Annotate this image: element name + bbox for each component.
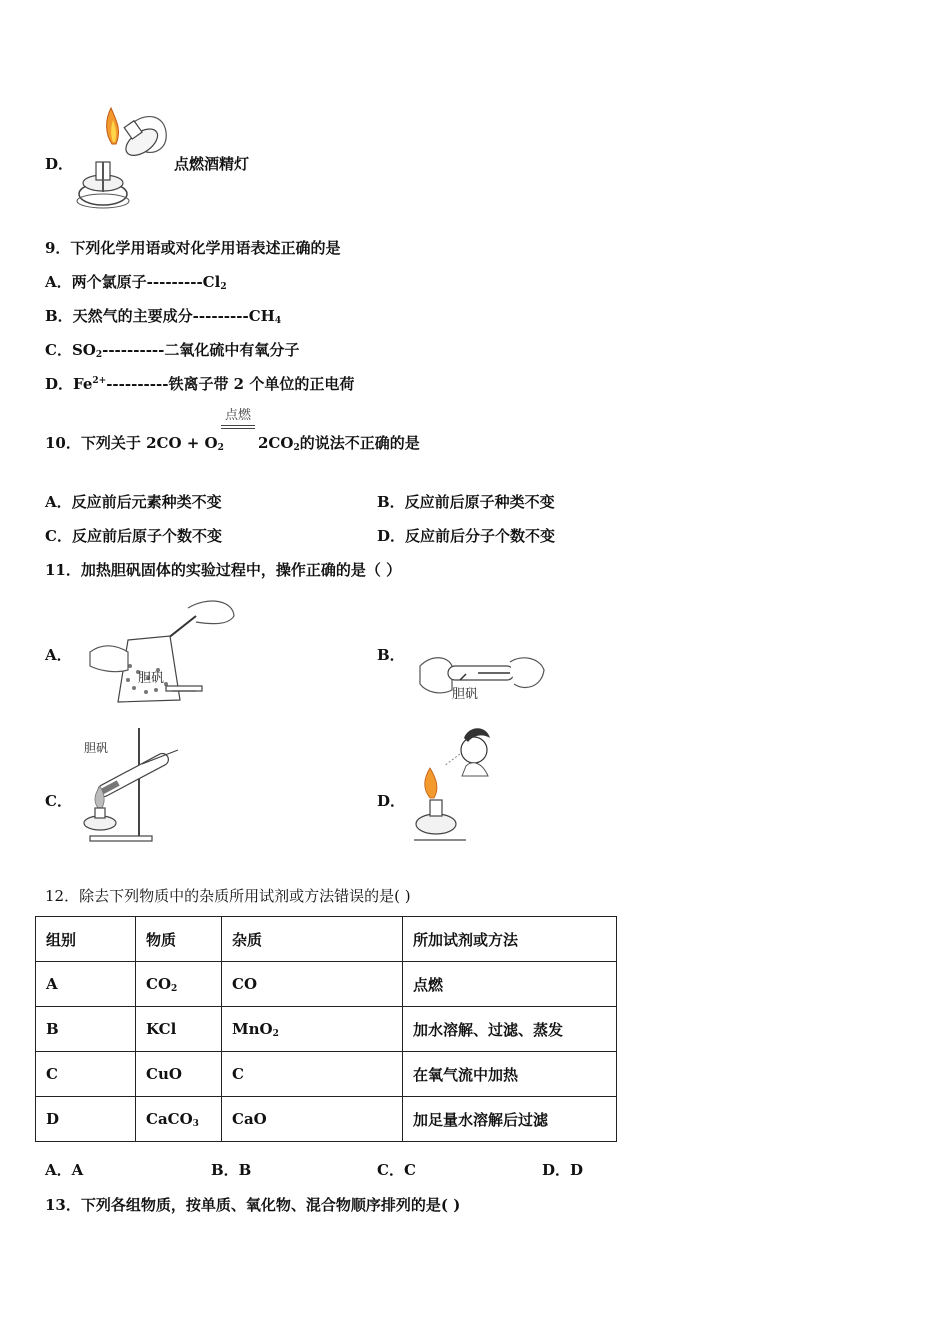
q11-label-c: C． [45,792,72,810]
q10-option-b: B．反应前后原子种类不变 [377,493,555,511]
q13-stem: 13．下列各组物质，按单质、氧化物、混合物顺序排列的是( ) [45,1196,461,1214]
q10-option-d: D．反应前后分子个数不变 [377,527,556,545]
q10-stem-suffix: $2CO_2$的说法不正确的是 [258,434,420,453]
q11-figure-d-blowing-out-lamp [412,724,492,844]
q9-option-d: D．$Fe^{2+}----------$铁离子带 2 个单位的正电荷 [45,375,355,393]
q11-figure-c-label: 胆矾 [84,741,109,755]
table-header-row [36,917,617,962]
q11-figure-a-taking-solid [88,596,238,706]
header-group: 组别 [36,917,136,962]
q11-figure-b-label: 胆矾 [452,687,479,702]
q9-option-a: A．两个氯原子$---------Cl_2$ [45,273,227,292]
q12-table [35,916,617,1142]
q10-option-a: A．反应前后元素种类不变 [45,493,222,511]
header-substance: 物质 [136,917,222,962]
q11-stem: 11．加热胆矾固体的实验过程中，操作正确的是（ ） [45,561,402,579]
q12-answer-c: C．C [377,1161,416,1179]
q11-figure-b-test-tube [418,652,548,704]
q10-stem-prefix: 10．下列关于 $2CO + O_2$ [45,434,224,453]
table-row: A $CO_2$ CO 点燃 [36,962,617,1007]
q9-option-c: C．$SO_2----------$二氧化硫中有氧分子 [45,341,300,360]
q12-answer-a: A．A [45,1161,84,1179]
q9-option-b: B．天然气的主要成分$---------CH_4$ [45,307,282,326]
q10-reaction-condition: 点燃 [218,404,258,429]
header-impurity: 杂质 [222,917,403,962]
q10-option-c: C．反应前后原子个数不变 [45,527,222,545]
table-row: D CaCO$_3$ CaO 加足量水溶解后过滤 [36,1097,617,1142]
q11-label-d: D． [377,792,406,810]
q8-option-d-text: 点燃酒精灯 [174,155,250,173]
table-row: C CuO C 在氧气流中加热 [36,1052,617,1097]
q11-label-b: B． [377,646,405,664]
q12-answer-b: B．B [211,1161,252,1179]
q12-answer-d: D．D [542,1161,584,1179]
q11-figure-a-label: 胆矾 [138,671,165,686]
q9-stem: 9．下列化学用语或对化学用语表述正确的是 [45,239,341,257]
q11-label-a: A． [45,646,72,664]
q8-option-d-letter: D． [45,155,74,173]
q11-figure-c-heating-setup [82,726,187,844]
header-method: 所加试剂或方法 [403,917,617,962]
lighting-alcohol-lamp-figure [76,104,171,210]
table-row: B KCl MnO$_2$ 加水溶解、过滤、蒸发 [36,1007,617,1052]
q12-stem: 12．除去下列物质中的杂质所用试剂或方法错误的是( ) [45,887,411,905]
